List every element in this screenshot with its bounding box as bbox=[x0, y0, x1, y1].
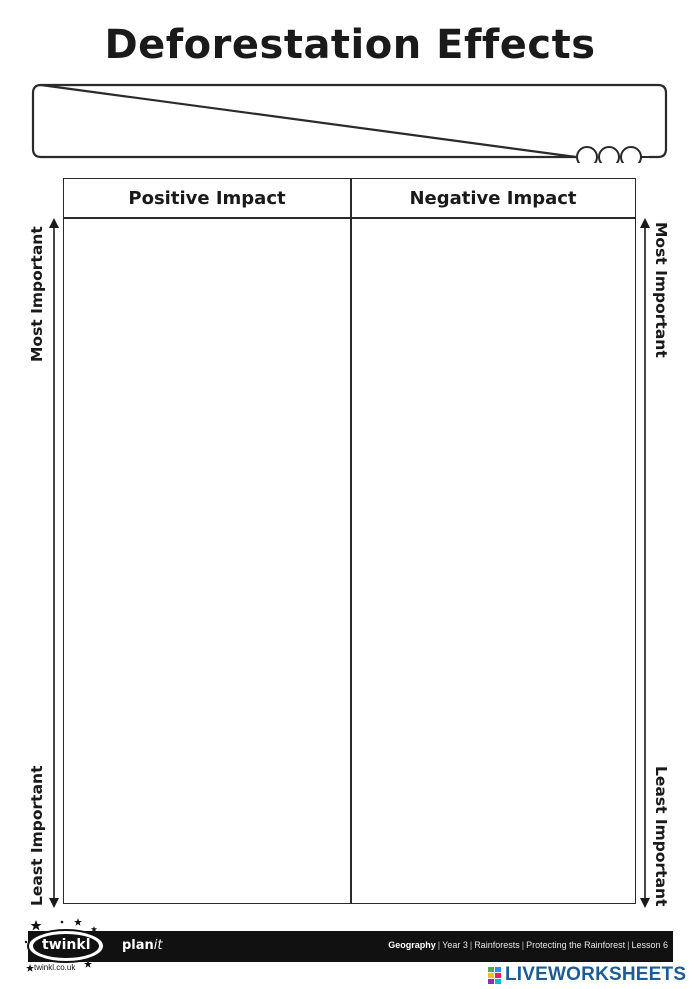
planit-brand bbox=[122, 938, 163, 953]
footer-breadcrumb: Geography | Year 3 | Rainforests | Protecting the Rainforest | Lesson 6 bbox=[388, 940, 668, 950]
planit-brand-plan: plan bbox=[122, 938, 154, 953]
right-importance-arrow-icon bbox=[638, 218, 652, 908]
positive-impact-header: Positive Impact bbox=[128, 188, 286, 209]
liveworksheets-logo-icon bbox=[488, 967, 503, 984]
worksheet-title: Deforestation Effects bbox=[104, 22, 596, 68]
left-least-important-label: Least Important bbox=[28, 765, 46, 906]
liveworksheets-watermark bbox=[488, 964, 686, 986]
negative-impact-answer-area[interactable] bbox=[352, 219, 635, 903]
footer-crumb-topic: Rainforests bbox=[474, 940, 520, 950]
twinkl-brand-name: twinkl bbox=[42, 937, 91, 953]
twinkl-url: twinkl.co.uk bbox=[34, 963, 76, 972]
footer-crumb-lesson: Lesson 6 bbox=[631, 940, 668, 950]
positive-impact-answer-area[interactable] bbox=[64, 219, 350, 903]
footer-crumb-year: Year 3 bbox=[442, 940, 468, 950]
negative-impact-header: Negative Impact bbox=[409, 188, 577, 209]
liveworksheets-text: LIVEWORKSHEETS bbox=[505, 964, 687, 985]
impact-table bbox=[63, 178, 636, 904]
right-most-important-label: Most Important bbox=[652, 222, 670, 358]
name-box[interactable] bbox=[31, 83, 668, 163]
left-importance-arrow-icon bbox=[47, 218, 61, 908]
footer-crumb-unit: Protecting the Rainforest bbox=[526, 940, 626, 950]
right-least-important-label: Least Important bbox=[652, 766, 670, 907]
footer-subject: Geography bbox=[388, 940, 436, 950]
left-most-important-label: Most Important bbox=[28, 226, 46, 362]
planit-brand-it: it bbox=[153, 938, 163, 953]
